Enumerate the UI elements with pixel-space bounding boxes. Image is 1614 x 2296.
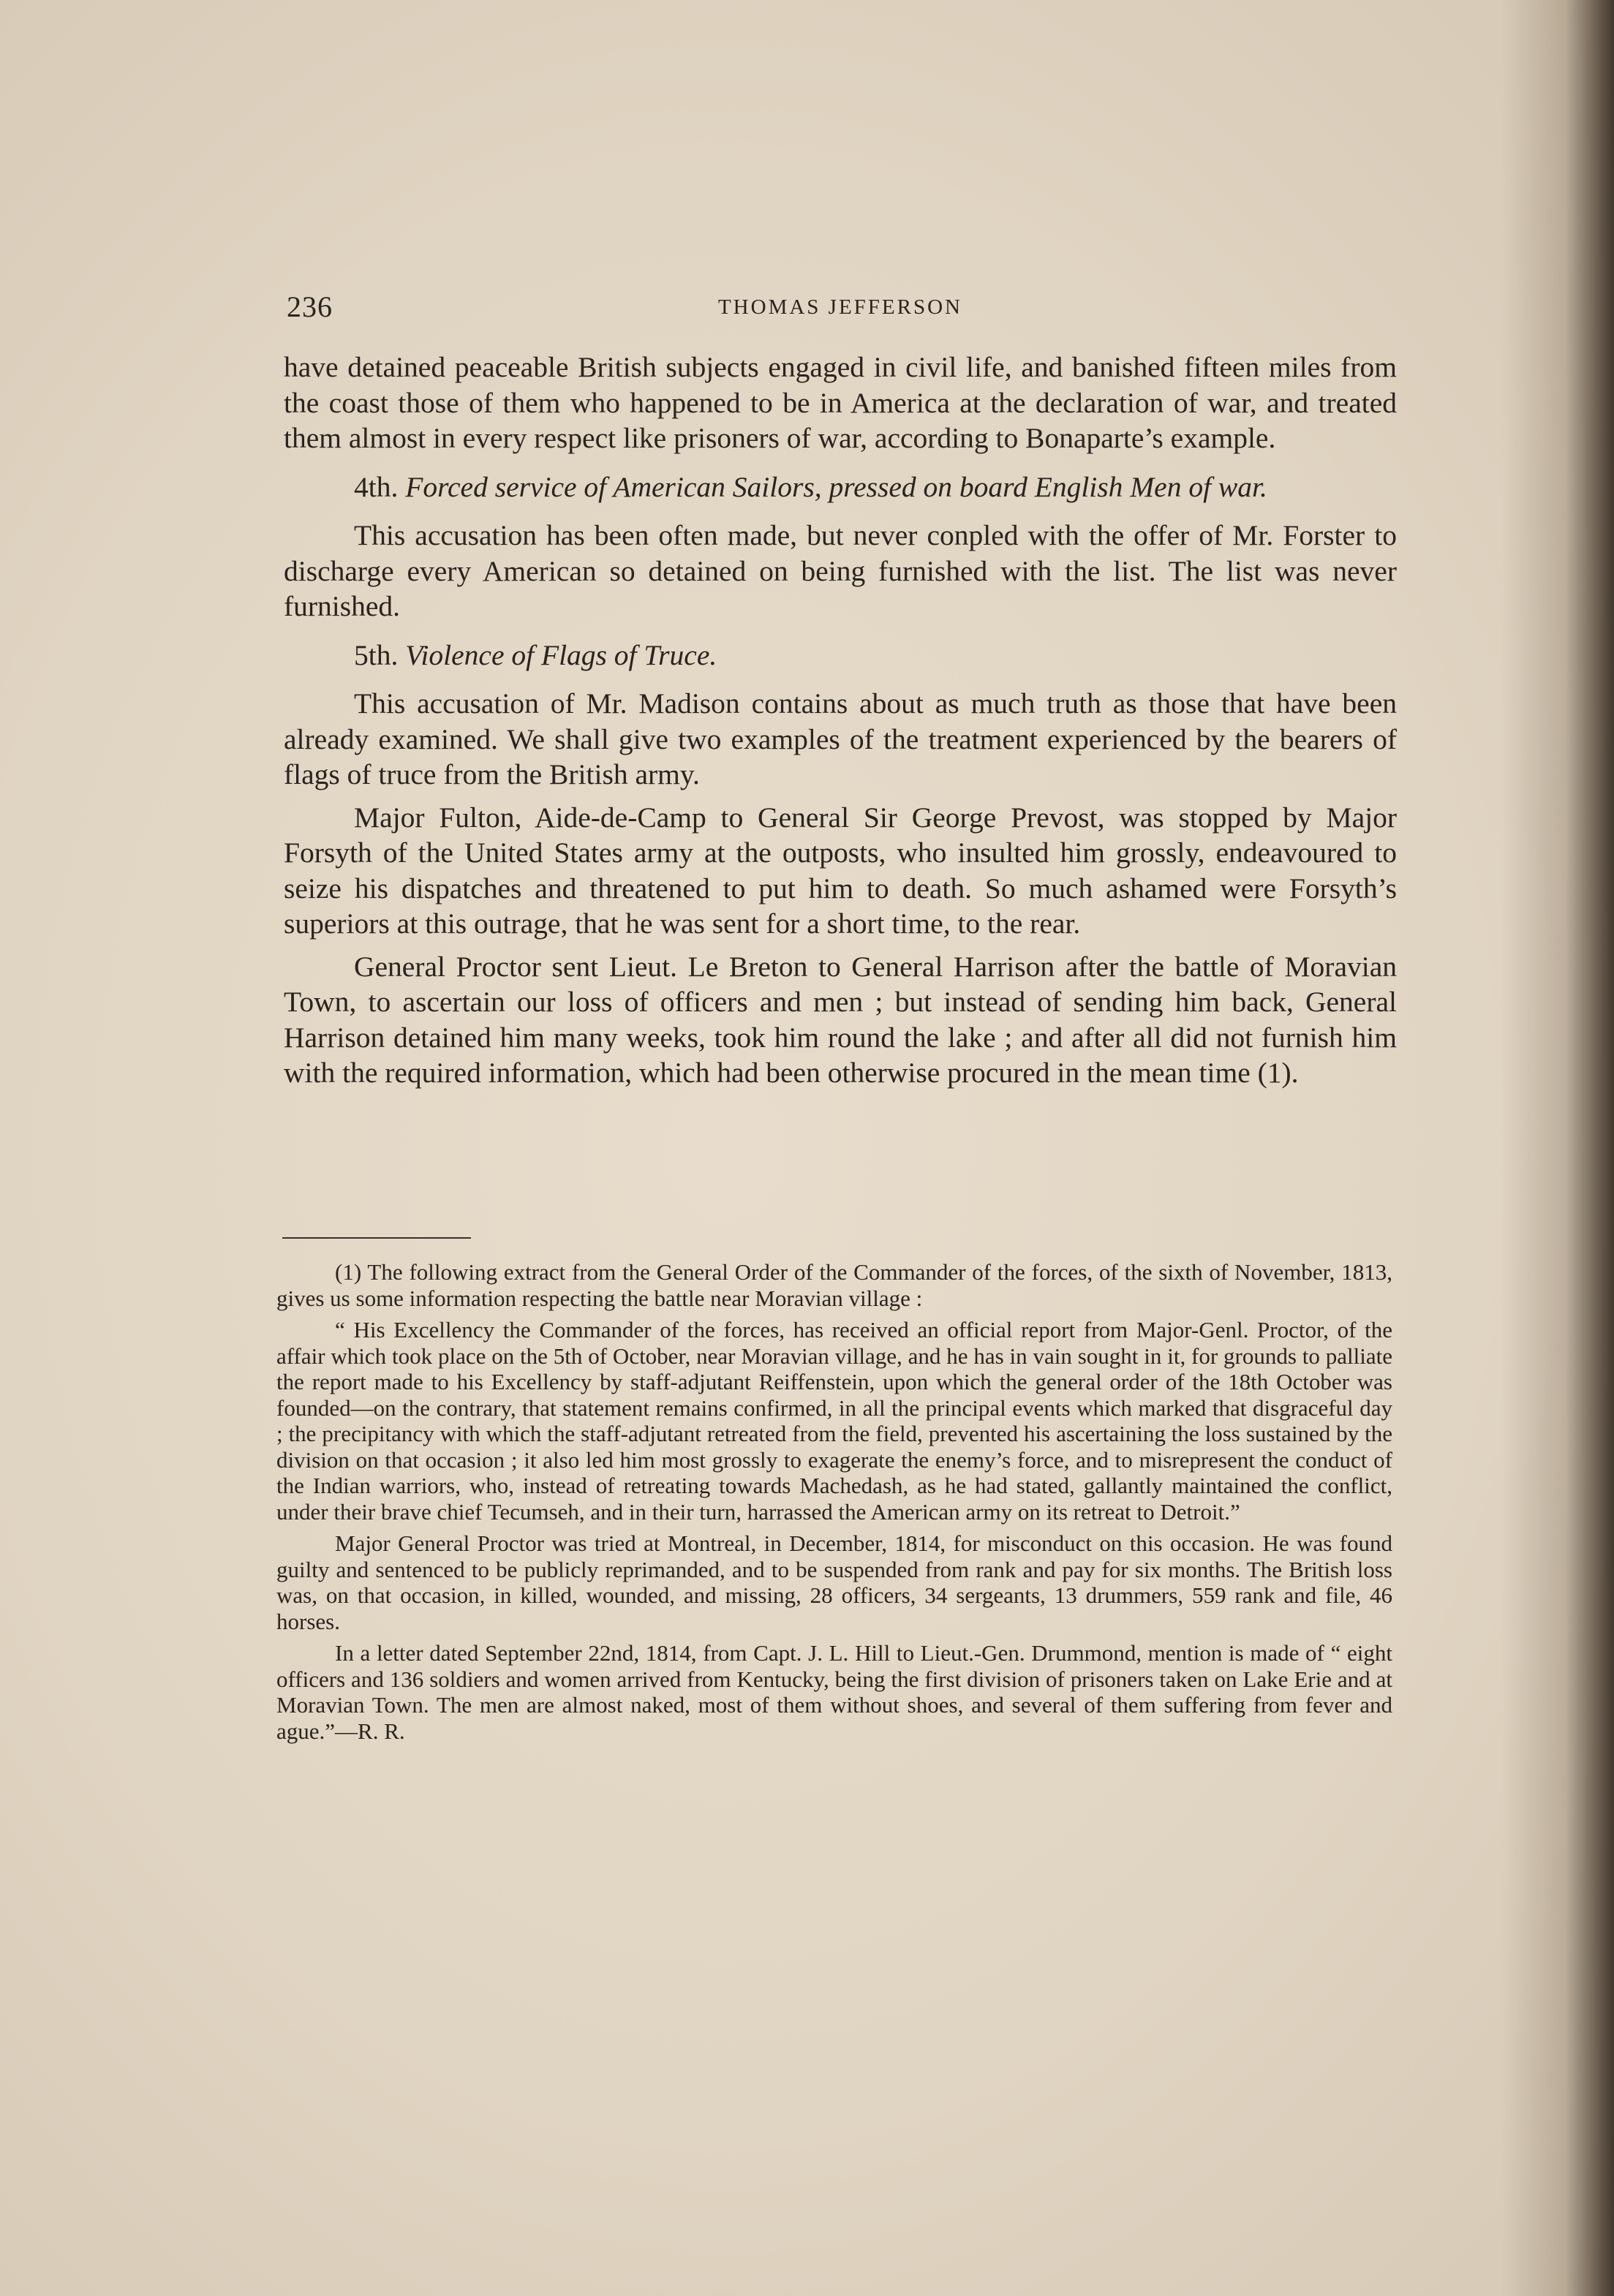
running-head — [287, 290, 1394, 326]
running-title: THOMAS JEFFERSON — [717, 295, 963, 319]
paragraph-7: General Proctor sent Lieut. Le Breton to General Harrison after the battle of Moravian Town, to ascertain our loss of officers and men ; but instead of sending him back, General Harrison detained him many weeks, took him round the lake ; and after all did not furnish him with the required information, which had been otherwise procured in the mean time (1). — [284, 950, 1397, 1089]
paragraph-6: Major Fulton, Aide-de-Camp to General Sir George Prevost, was stopped by Major Forsyth of the United States army at the outposts, who insulted him grossly, endeavoured to seize his dispatches and threatened to put him to death. So much ashamed were Forsyth’s superiors at this outrage, that he was sent for a short time, to the rear. — [284, 801, 1397, 940]
section-title: Violence of Flags of Truce. — [405, 638, 717, 671]
footnotes — [276, 1259, 1392, 1744]
footnote-quote: “ His Excellency the Commander of the forces, has received an official report from Major-Genl. Proctor, of the affair which took place on the 5th of October, near Moravian village, and he has in vain sought in it, for grounds to palliate the report made to his Excellency by staff-adjutant Reiffenstein, upon which the general order of the 18th October was founded—on the contrary, that statement remains confirmed, in all the principal events which marked that disgraceful day ; the precipitancy with which the staff-adjutant retreated from the field, prevented his ascertaining the loss sustained by the division on that occasion ; it also led him most grossly to exagerate the enemy’s force, and to misrepresent the conduct of the Indian warriors, who, instead of retreating towards Machedash, as he had stated, gallantly maintained the conflict, under their brave chief Tecumseh, and in their turn, harrassed the American army on its retreat to Detroit.” — [276, 1317, 1392, 1525]
section-heading-5th — [284, 638, 1397, 673]
section-title: Forced service of American Sailors, pressed on board English Men of war. — [405, 470, 1267, 503]
section-number: 4th. — [354, 470, 399, 503]
main-text — [284, 350, 1397, 1091]
page-number: 236 — [287, 290, 333, 323]
paragraph-3: This accusation has been often made, but never conpled with the offer of Mr. Forster to discharge every American so detained on being furnished with the list. The list was never furnished. — [284, 519, 1397, 622]
footnote-1: (1) The following extract from the General Order of the Commander of the forces, of the sixth of November, 1813, gives us some information respecting the battle near Moravian village : — [276, 1259, 1392, 1311]
footnote-divider — [282, 1237, 471, 1239]
footnote-trial: Major General Proctor was tried at Montreal, in December, 1814, for misconduct on this occasion. He was found guilty and sentenced to be publicly reprimanded, and to be suspended from rank and pay for six months. The British loss was, on that occasion, in killed, wounded, and missing, 28 officers, 34 sergeants, 13 drummers, 559 rank and file, 46 horses. — [276, 1530, 1392, 1634]
paragraph-1: have detained peaceable British subjects engaged in civil life, and banished fifteen miles from the coast those of them who happened to be in America at the declaration of war, and treated them almost in every respect like prisoners of war, according to Bonaparte’s example. — [284, 351, 1397, 454]
footnote-letter: In a letter dated September 22nd, 1814, from Capt. J. L. Hill to Lieut.-Gen. Drummond, mention is made of “ eight officers and 136 soldiers and women arrived from Kentucky, being the first division of prisoners taken on Lake Erie and at Moravian Town. The men are almost naked, most of them without shoes, and several of them suffering from fever and ague.”—R. R. — [276, 1640, 1392, 1744]
paragraph-5: This accusation of Mr. Madison contains about as much truth as those that have been already examined. We shall give two examples of the treatment experienced by the bearers of flags of truce from the British army. — [284, 687, 1397, 790]
section-heading-4th — [284, 469, 1397, 505]
section-number: 5th. — [354, 638, 399, 671]
